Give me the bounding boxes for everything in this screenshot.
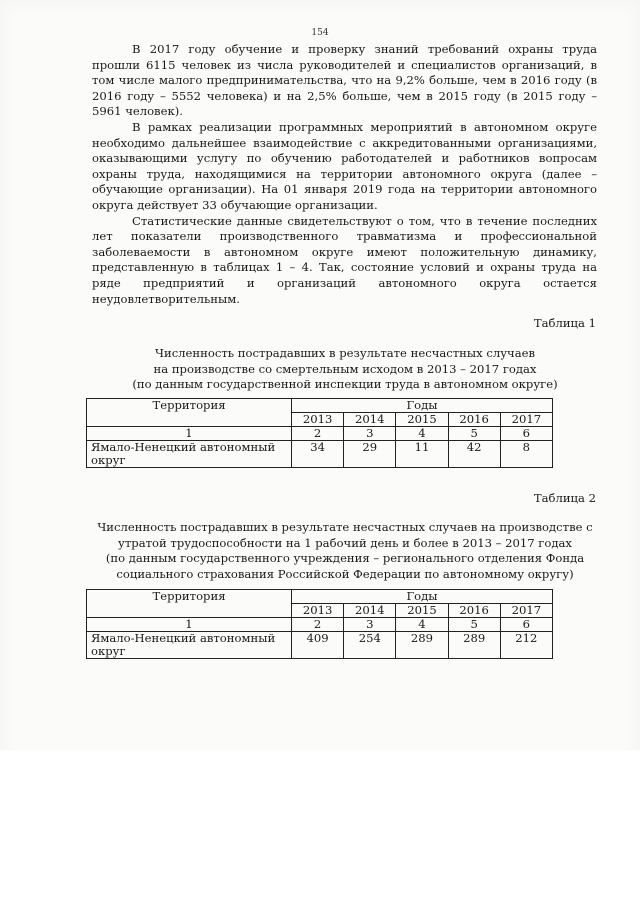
table1-territory-cell: Ямало-Ненецкий автономный округ <box>87 441 292 468</box>
table-row <box>87 632 553 659</box>
table1-value-cell: 11 <box>396 441 448 468</box>
page-number: 154 <box>311 28 329 38</box>
table2-colnum-cell: 3 <box>344 618 396 632</box>
table-row <box>87 441 553 468</box>
table1-colnum-cell: 6 <box>500 427 552 441</box>
table2-year-cell: 2016 <box>448 604 500 618</box>
table2-value-cell: 254 <box>344 632 396 659</box>
table1-year-cell: 2017 <box>500 413 552 427</box>
table1-year-cell: 2013 <box>292 413 344 427</box>
table2-territory-cell: Ямало-Ненецкий автономный округ <box>87 632 292 659</box>
table1-colnum-cell: 2 <box>292 427 344 441</box>
table2-title-line: (по данным государственного учреждения – регионального отделения Фонда <box>105 551 585 566</box>
table2-year-cell: 2013 <box>292 604 344 618</box>
table2-colnum-cell: 2 <box>292 618 344 632</box>
table1-header-years: Годы <box>292 399 553 413</box>
table1-value-cell: 42 <box>448 441 500 468</box>
table2-colnum-cell: 5 <box>448 618 500 632</box>
table2-value-cell: 289 <box>448 632 500 659</box>
table2-header-territory: Территория <box>87 590 292 618</box>
table2-year-cell: 2017 <box>500 604 552 618</box>
table2-value-cell: 212 <box>500 632 552 659</box>
table2-header-years: Годы <box>292 590 553 604</box>
table1-colnum-cell: 3 <box>344 427 396 441</box>
table1 <box>86 398 553 468</box>
table2-label: Таблица 2 <box>533 491 596 505</box>
table1-header-territory: Территория <box>87 399 292 427</box>
table2-value-cell: 289 <box>396 632 448 659</box>
table1-value-cell: 34 <box>292 441 344 468</box>
table2-title-line: утратой трудоспособности на 1 рабочий день и более в 2013 – 2017 годах <box>118 535 572 550</box>
paragraph-training: В 2017 году обучение и проверку знаний требований охраны труда прошли 6115 человек из числа руководителей и специалистов организаций, в том числе малого предпринимательства, что на 9,2% больше, чем в 2016 году (в 2016 году – 5552 человека) и на 2,5% больше, чем в 2015 году (в 2015 году – 5961 человек). <box>92 42 597 119</box>
table1-year-cell: 2014 <box>344 413 396 427</box>
table2-colnum-cell: 6 <box>500 618 552 632</box>
table1-colnum-cell: 5 <box>448 427 500 441</box>
table1-value-cell: 29 <box>344 441 396 468</box>
table2-title-line: социального страхования Российской Федерации по автономному округу) <box>116 566 574 581</box>
table1-title-line: Численность пострадавших в результате несчастных случаев <box>155 346 535 360</box>
table1-year-cell: 2016 <box>448 413 500 427</box>
table1-year-cell: 2015 <box>396 413 448 427</box>
table1-value-cell: 8 <box>500 441 552 468</box>
table2-year-cell: 2014 <box>344 604 396 618</box>
table1-label: Таблица 1 <box>533 316 596 330</box>
table1-title <box>80 346 610 393</box>
table2-title <box>80 520 610 582</box>
table2-colnum-cell: 4 <box>396 618 448 632</box>
table1-title-line: на производстве со смертельным исходом в 2013 – 2017 годах <box>153 361 537 376</box>
table1-colnum-cell: 4 <box>396 427 448 441</box>
table1-colnum-cell: 1 <box>87 427 292 441</box>
table1-title-line: (по данным государственной инспекции труда в автономном округе) <box>132 377 558 392</box>
table2-title-line: Численность пострадавших в результате несчастных случаев на производстве с <box>97 520 593 534</box>
page-bottom-margin <box>0 750 640 905</box>
table2 <box>86 589 553 659</box>
body-text <box>92 42 597 307</box>
table2-colnum-cell: 1 <box>87 618 292 632</box>
paragraph-statistics: Статистические данные свидетельствуют о том, что в течение последних лет показатели производственного травматизма и профессиональной заболеваемости в автономном округе имеют положительную динамику, представленную в таблицах 1 – 4. Так, состояние условий и охраны труда на ряде предприятий и организаций автономного округа остается неудовлетворительным. <box>92 213 597 306</box>
table2-year-cell: 2015 <box>396 604 448 618</box>
paragraph-cooperation: В рамках реализации программных мероприятий в автономном округе необходимо дальнейшее взаимодействие с аккредитованными организациями, оказывающими услугу по обучению работодателей и работников вопросам охраны труда, находящимися на территории автономного округа (далее – обучающие организации). На 01 января 2019 года на территории автономного округа действует 33 обучающие организации. <box>92 119 597 212</box>
table2-value-cell: 409 <box>292 632 344 659</box>
